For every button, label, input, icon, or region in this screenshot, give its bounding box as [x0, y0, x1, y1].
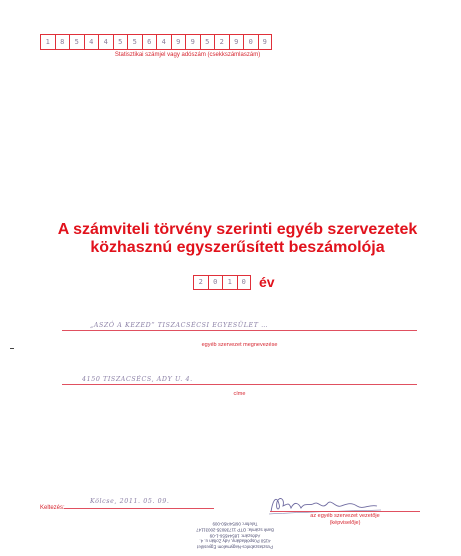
tax-id-digit: 4: [156, 34, 171, 50]
tax-id-digit: 8: [55, 34, 70, 50]
stamp-line: Adószám: 18544556-1-09: [209, 533, 261, 539]
tax-id-digit: 4: [98, 34, 113, 50]
tax-id-digit: 2: [214, 34, 229, 50]
form-title-line2: közhasznú egyszerűsített beszámolója: [90, 239, 385, 256]
date-handwritten: Kölcse, 2011. 05. 09.: [90, 498, 170, 505]
stamp-line: Telefon: 06/54/450-009: [212, 521, 258, 527]
year-digit: 1: [222, 275, 237, 290]
tax-id-digit: 9: [171, 34, 186, 50]
signatory-caption-line2: (képviselője): [329, 520, 361, 526]
margin-mark: [10, 348, 14, 349]
form-title: [40, 221, 435, 257]
organization-name-caption: egyéb szervezet megnevezése: [201, 342, 278, 348]
year-field: [193, 274, 275, 290]
tax-id-digit: 5: [69, 34, 84, 50]
tax-id-digit: 4: [84, 34, 99, 50]
year-digit: 0: [237, 275, 252, 290]
organization-stamp: [180, 521, 290, 550]
tax-id-digit: 0: [243, 34, 258, 50]
tax-id-caption: Statisztikai számjel vagy adószám (csekkszámlaszám): [114, 52, 261, 58]
organization-name-line: [62, 330, 417, 331]
tax-id-digit: 5: [200, 34, 215, 50]
organization-address-caption: címe: [233, 391, 246, 397]
year-digit: 0: [208, 275, 223, 290]
tax-id-digit: 9: [258, 34, 273, 50]
organization-name-handwritten: „ASZÓ A KEZED” TISZACSÉCSI EGYESÜLET …: [90, 322, 268, 329]
form-title-line1: A számviteli törvény szerinti egyéb szervezetek: [57, 221, 418, 238]
stamp-line: Pusztaszabolcs-Nagymalom Egyesület: [197, 544, 273, 550]
tax-id-digit: 5: [127, 34, 142, 50]
date-label: Keltezés:: [40, 505, 65, 511]
tax-id-digit: 9: [185, 34, 200, 50]
stamp-line: 4150 Püspökladány, Ady Zoltán u. 4.: [199, 538, 271, 544]
year-digit: 2: [193, 275, 208, 290]
organization-address-line: [62, 384, 417, 385]
signatory-caption-line1: az egyéb szervezet vezetője: [310, 513, 380, 519]
signatory-caption: [270, 513, 420, 527]
tax-id-boxes: [40, 34, 272, 50]
tax-id-digit: 6: [142, 34, 157, 50]
tax-id-digit: 5: [113, 34, 128, 50]
organization-address-handwritten: 4150 TISZACSÉCS, ADY U. 4.: [82, 376, 193, 383]
year-label: év: [259, 274, 275, 290]
tax-id-digit: 1: [40, 34, 55, 50]
date-line: [64, 508, 214, 509]
tax-id-digit: 9: [229, 34, 244, 50]
signature-line: [270, 511, 420, 512]
stamp-line: Bank számla: OTP 11738035-20031147: [196, 527, 274, 533]
